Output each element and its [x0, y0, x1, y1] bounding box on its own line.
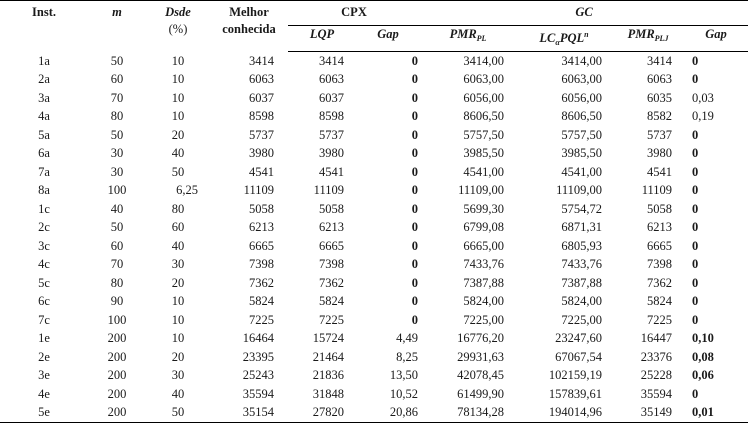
cell-lc-pql: 11109,00: [556, 183, 603, 198]
cell-gap-cpx: 0: [411, 312, 419, 327]
cell-dsde: 50: [146, 404, 210, 423]
cell-inst: 7a: [38, 164, 50, 179]
cell-gap-cpx: 4,49: [396, 331, 419, 346]
cell-lqp: 5737: [319, 127, 344, 142]
cell-m: 200: [107, 331, 127, 346]
cell-dsde: 20: [171, 275, 185, 290]
cell-gap-gc: 0,08: [692, 349, 714, 364]
cell-inst: 4a: [38, 109, 50, 124]
cell-lc-pql: 8606,50: [561, 109, 603, 124]
cell-dsde: 20: [171, 127, 185, 142]
cell-pmr-plj: 23376: [640, 349, 673, 364]
cell-best-known: 35594: [242, 386, 274, 401]
cell-best-known: 4541: [249, 164, 274, 179]
cell-m: 50: [110, 53, 124, 68]
cell-m: 200: [107, 368, 127, 383]
table-row: [0, 348, 748, 367]
cell-gap-gc: 0: [692, 164, 699, 179]
cell-gap-gc: 0: [692, 127, 699, 142]
table-row: [0, 274, 748, 293]
cell-lqp: 6213: [319, 220, 344, 235]
cell-dsde: 40: [171, 146, 185, 161]
cell-dsde: 40: [171, 238, 185, 253]
col-best-known: [210, 1, 288, 52]
cell-gap-gc: 0: [692, 220, 699, 235]
cell-lqp: 7362: [319, 275, 344, 290]
cell-dsde: 60: [171, 220, 185, 235]
cell-lc-pql: 157839,61: [548, 386, 603, 401]
lc-sub: α: [555, 38, 560, 48]
cell-pmr-plj: 3980: [647, 146, 673, 161]
table-row: [0, 385, 748, 404]
cell-gap-cpx: 0: [411, 294, 419, 309]
cell-pmr-pl: 7433,76: [463, 257, 505, 272]
group-gc: GC: [420, 1, 748, 26]
cell-lqp: 11109: [313, 183, 344, 198]
cell-pmr-plj: 16447: [640, 331, 673, 346]
table-row: [0, 404, 748, 423]
cell-best-known: 25243: [242, 368, 274, 383]
cell-gap-cpx: 0: [411, 53, 419, 68]
cell-pmr-plj: 3414: [647, 53, 673, 68]
cell-gap-gc: 0: [692, 312, 699, 327]
table-row: [0, 126, 748, 145]
cell-gap-cpx: 0: [411, 238, 419, 253]
cell-dsde: 10: [171, 109, 185, 124]
cell-lc-pql: 23247,60: [555, 331, 603, 346]
cell-lc-pql: 7225,00: [561, 312, 603, 327]
cell-lqp: 15724: [312, 331, 344, 346]
col-best-known-l1: Melhor: [229, 5, 269, 19]
cell-m: 30: [110, 164, 124, 179]
cell-lqp: 5058: [319, 201, 344, 216]
cell-m: 80: [110, 109, 124, 124]
cell-m: 200: [107, 386, 127, 401]
cell-gap-cpx: 13,50: [389, 368, 419, 383]
cell-dsde: 50: [171, 164, 185, 179]
cell-inst: 5a: [38, 127, 50, 142]
cell-lqp: 3414: [319, 53, 344, 68]
table-row: [0, 163, 748, 182]
group-cpx: CPX: [288, 1, 420, 26]
col-lc-pql: [516, 26, 612, 52]
table-row: [0, 311, 748, 330]
cell-gap-cpx: 0: [411, 164, 419, 179]
table-body: [0, 52, 748, 423]
cell-inst: 4c: [38, 257, 50, 272]
cell-pmr-pl: 4541,00: [463, 164, 505, 179]
cell-lc-pql: 67067,54: [555, 349, 603, 364]
cell-pmr-plj: 6213: [647, 220, 673, 235]
cell-gap-cpx: 0: [411, 90, 419, 105]
cell-lc-pql: 102159,19: [548, 368, 603, 383]
cell-best-known: 7398: [249, 257, 274, 272]
cell-lqp: 21836: [312, 368, 344, 383]
cell-lqp: 6063: [319, 72, 344, 87]
cell-m: 80: [110, 275, 124, 290]
cell-lqp: 31848: [312, 386, 344, 401]
cell-best-known: 3414: [249, 53, 274, 68]
cell-gap-cpx: 0: [411, 109, 419, 124]
cell-best-known: 6665: [249, 238, 274, 253]
cell-best-known: 6037: [249, 90, 274, 105]
cell-gap-gc: 0: [692, 72, 699, 87]
cell-pmr-plj: 35594: [640, 386, 673, 401]
cell-pmr-pl: 8606,50: [463, 109, 505, 124]
cell-m: 40: [110, 201, 124, 216]
cell-pmr-pl: 6799,08: [463, 220, 505, 235]
pmr2-sub: PLJ: [654, 34, 669, 43]
cell-gap-gc: 0,03: [692, 90, 714, 105]
cell-m: 200: [107, 349, 127, 364]
col-lqp: LQP: [288, 26, 356, 52]
cell-inst: 3e: [38, 368, 50, 383]
cell-lqp: 7398: [319, 257, 344, 272]
cell-dsde: 10: [171, 53, 185, 68]
cell-pmr-pl: 6665,00: [463, 238, 505, 253]
cell-best-known: 23395: [242, 349, 274, 364]
cell-gap-gc: 0: [692, 238, 699, 253]
cell-gap-gc: 0,06: [692, 368, 714, 383]
cell-best-known: 5058: [249, 201, 274, 216]
col-pmr-plj: [612, 26, 684, 52]
table-row: [0, 52, 748, 71]
cell-lc-pql: 3414,00: [561, 53, 603, 68]
cell-pmr-plj: 7362: [647, 275, 673, 290]
cell-gap-cpx: 0: [411, 146, 419, 161]
cell-inst: 3a: [38, 90, 50, 105]
cell-m: 70: [110, 90, 124, 105]
cell-dsde: 30: [171, 368, 185, 383]
cell-pmr-plj: 7398: [647, 257, 673, 272]
pmr-sub: PL: [476, 34, 487, 43]
cell-m: 60: [110, 72, 124, 87]
cell-gap-gc: 0: [692, 183, 699, 198]
cell-pmr-pl: 78134,28: [420, 404, 516, 423]
cell-pmr-pl: 29931,63: [457, 349, 505, 364]
cell-pmr-plj: 5824: [647, 294, 673, 309]
col-dsde-unit: (%): [168, 22, 188, 36]
cell-dsde: 20: [171, 349, 185, 364]
cell-inst: 5e: [0, 404, 88, 423]
table-row: [0, 330, 748, 349]
cell-best-known: 11109: [243, 183, 274, 198]
col-pmr-pl: [420, 26, 516, 52]
pql-label: PQL: [559, 31, 585, 46]
cell-dsde: 10: [171, 72, 185, 87]
cell-pmr-pl: 5824,00: [463, 294, 505, 309]
cell-dsde: 80: [171, 201, 185, 216]
cell-pmr-plj: 6665: [647, 238, 673, 253]
cell-inst: 6a: [38, 146, 50, 161]
cell-lc-pql: 5824,00: [561, 294, 603, 309]
col-m: m: [88, 1, 146, 52]
cell-pmr-plj: 35149: [612, 404, 684, 423]
cell-pmr-pl: 6056,00: [463, 90, 505, 105]
cell-best-known: 7362: [249, 275, 274, 290]
table-row: [0, 256, 748, 275]
cell-lc-pql: 4541,00: [561, 164, 603, 179]
cell-gap-gc: 0,10: [692, 331, 714, 346]
cell-pmr-plj: 11109: [641, 183, 673, 198]
cell-dsde: 10: [171, 294, 185, 309]
cell-inst: 5c: [38, 275, 50, 290]
cell-lqp: 27820: [288, 404, 356, 423]
lc-label: LC: [539, 31, 556, 46]
cell-inst: 3c: [38, 238, 50, 253]
cell-inst: 4e: [38, 386, 50, 401]
cell-m: 60: [110, 238, 124, 253]
cell-inst: 8a: [38, 183, 50, 198]
cell-lqp: 6665: [319, 238, 344, 253]
pmr2-label: PMR: [627, 27, 655, 41]
cell-pmr-pl: 7225,00: [463, 312, 505, 327]
table-row: [0, 108, 748, 127]
cell-dsde: 6,25: [176, 183, 198, 198]
cell-best-known: 16464: [242, 331, 274, 346]
cell-gap-cpx: 0: [411, 201, 419, 216]
pmr-label: PMR: [449, 27, 477, 41]
cell-gap-cpx: 20,86: [356, 404, 420, 423]
cell-best-known: 5737: [249, 127, 274, 142]
table-row: [0, 219, 748, 238]
cell-m: 100: [107, 312, 127, 327]
cell-inst: 2e: [38, 349, 50, 364]
cell-best-known: 7225: [249, 312, 274, 327]
cell-pmr-pl: 7387,88: [463, 275, 505, 290]
cell-dsde: 10: [171, 90, 185, 105]
cell-gap-gc: 0: [692, 201, 699, 216]
cell-pmr-pl: 6063,00: [463, 72, 505, 87]
table-row: [0, 200, 748, 219]
cell-gap-cpx: 0: [411, 72, 419, 87]
cell-lqp: 5824: [319, 294, 344, 309]
cell-lc-pql: 6805,93: [561, 238, 603, 253]
table-row: [0, 89, 748, 108]
cell-best-known: 3980: [249, 146, 274, 161]
cell-gap-gc: 0,01: [684, 404, 748, 423]
cell-pmr-plj: 6035: [647, 90, 673, 105]
cell-dsde: 10: [171, 312, 185, 327]
col-gap-cpx: Gap: [356, 26, 420, 52]
cell-best-known: 8598: [249, 109, 274, 124]
col-inst: Inst.: [0, 1, 88, 52]
cell-pmr-plj: 6063: [647, 72, 673, 87]
cell-pmr-plj: 5737: [647, 127, 673, 142]
cell-gap-gc: 0: [692, 386, 699, 401]
table-row: [0, 71, 748, 90]
cell-pmr-pl: 3414,00: [463, 53, 505, 68]
cell-dsde: 40: [171, 386, 185, 401]
cell-m: 90: [110, 294, 124, 309]
cell-lc-pql: 5757,50: [561, 127, 603, 142]
cell-lqp: 3980: [319, 146, 344, 161]
cell-m: 200: [88, 404, 146, 423]
cell-m: 50: [110, 220, 124, 235]
pql-sup: n: [584, 30, 589, 39]
cell-pmr-pl: 61499,90: [457, 386, 505, 401]
cell-gap-gc: 0: [692, 257, 699, 272]
cell-gap-gc: 0,19: [692, 109, 714, 124]
cell-lc-pql: 6056,00: [561, 90, 603, 105]
cell-m: 50: [110, 127, 124, 142]
cell-m: 70: [110, 257, 124, 272]
cell-pmr-plj: 8582: [647, 109, 673, 124]
cell-lqp: 8598: [319, 109, 344, 124]
cell-inst: 2c: [38, 220, 50, 235]
cell-lc-pql: 7433,76: [561, 257, 603, 272]
cell-gap-cpx: 0: [411, 257, 419, 272]
col-gap-gc: Gap: [684, 26, 748, 52]
cell-pmr-plj: 5058: [647, 201, 673, 216]
cell-gap-gc: 0: [692, 53, 699, 68]
cell-gap-gc: 0: [692, 294, 699, 309]
cell-lc-pql: 6871,31: [561, 220, 603, 235]
cell-pmr-pl: 11109,00: [458, 183, 505, 198]
table-row: [0, 293, 748, 312]
cell-pmr-pl: 5699,30: [463, 201, 505, 216]
cell-inst: 1e: [38, 331, 50, 346]
table-row: [0, 237, 748, 256]
table-header: [0, 1, 748, 52]
cell-pmr-plj: 7225: [647, 312, 673, 327]
cell-gap-cpx: 0: [411, 183, 419, 198]
table-row: [0, 182, 748, 201]
cell-gap-gc: 0: [692, 275, 699, 290]
cell-inst: 1c: [38, 201, 50, 216]
col-dsde-label: Dsde: [165, 5, 191, 19]
cell-best-known: 35154: [210, 404, 288, 423]
cell-lc-pql: 6063,00: [561, 72, 603, 87]
cell-pmr-pl: 3985,50: [463, 146, 505, 161]
col-dsde: [146, 1, 210, 52]
cell-lqp: 4541: [319, 164, 344, 179]
cell-pmr-pl: 5757,50: [463, 127, 505, 142]
cell-gap-cpx: 10,52: [389, 386, 419, 401]
cell-lc-pql: 194014,96: [516, 404, 612, 423]
cell-dsde: 10: [171, 331, 185, 346]
cell-lqp: 21464: [312, 349, 344, 364]
cell-lqp: 6037: [319, 90, 344, 105]
cell-lqp: 7225: [319, 312, 344, 327]
cell-inst: 7c: [38, 312, 50, 327]
cell-inst: 2a: [38, 72, 50, 87]
cell-inst: 6c: [38, 294, 50, 309]
cell-best-known: 5824: [249, 294, 274, 309]
cell-m: 30: [110, 146, 124, 161]
cell-pmr-plj: 25228: [640, 368, 673, 383]
cell-gap-gc: 0: [692, 146, 699, 161]
cell-lc-pql: 5754,72: [561, 201, 603, 216]
cell-gap-cpx: 0: [411, 127, 419, 142]
cell-dsde: 30: [171, 257, 185, 272]
cell-gap-cpx: 0: [411, 220, 419, 235]
cell-inst: 1a: [38, 53, 50, 68]
cell-pmr-pl: 16776,20: [457, 331, 505, 346]
cell-lc-pql: 7387,88: [561, 275, 603, 290]
cell-pmr-pl: 42078,45: [457, 368, 505, 383]
cell-best-known: 6063: [249, 72, 274, 87]
cell-lc-pql: 3985,50: [561, 146, 603, 161]
table-row: [0, 367, 748, 386]
cell-best-known: 6213: [249, 220, 274, 235]
col-best-known-l2: conhecida: [222, 22, 276, 36]
table-row: [0, 145, 748, 164]
cell-gap-cpx: 8,25: [396, 349, 419, 364]
cell-pmr-plj: 4541: [647, 164, 673, 179]
cell-gap-cpx: 0: [411, 275, 419, 290]
cell-m: 100: [107, 183, 127, 198]
